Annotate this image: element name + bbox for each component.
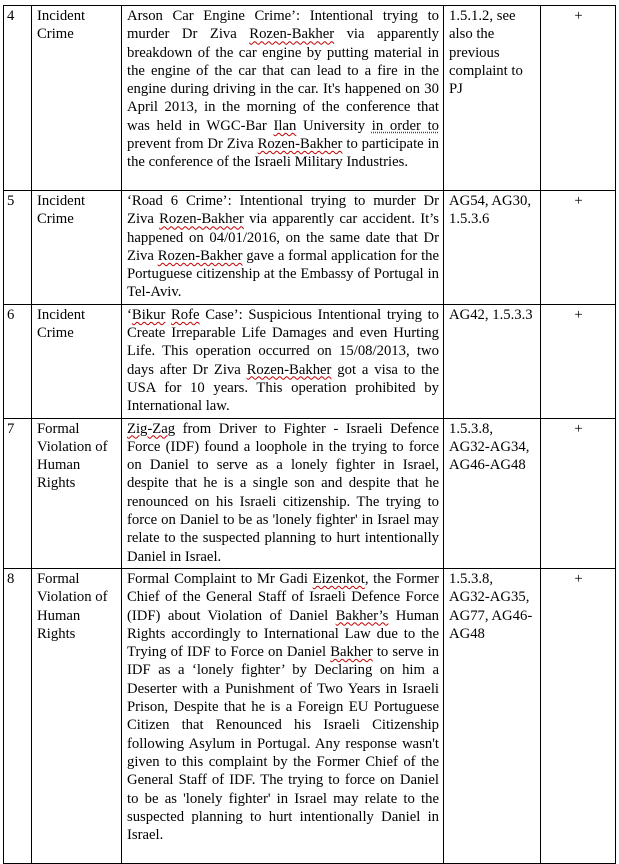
row-description: ‘Bikur Rofe Case’: Suspicious Intentional trying to Create Irreparable Life Damages and even Hurting Life. This operation occurred on 15/08/2013, two days after Dr Ziva Rozen-Bakher got a visa to the USA for 10 years. This operation prohibited by International law.: [122, 304, 444, 418]
table-row: [4, 568, 616, 863]
row-reference: 1.5.3.8, AG32-AG34, AG46-AG48: [444, 418, 541, 568]
row-number: 6: [4, 304, 32, 418]
row-number: 7: [4, 418, 32, 568]
row-reference: 1.5.1.2, see also the previous complaint to PJ: [444, 6, 541, 191]
row-description: Formal Complaint to Mr Gadi Eizenkot, the Former Chief of the General Staff of Israeli Defence Force (IDF) about Violation of Daniel Bakher’s Human Rights accordingly to International Law due to the Trying of IDF to Force on Daniel Bakher to serve in IDF as a ‘lonely fighter’ by Declaring on him a Deserter with a Punishment of Two Years in Israeli Prison, Despite that he is a Foreign EU Portuguese Citizen that Renounced his Israeli Citizenship following Asylum in Portugal. Any response wasn't given to this complaint by the Former Chief of the General Staff of IDF. The trying to force on Daniel to be as 'lonely fighter' in Israel may relate to the suspected planning to hurt intentionally Daniel in Israel.: [122, 568, 444, 863]
table-row: [4, 418, 616, 568]
row-type: Formal Violation of Human Rights: [32, 568, 122, 863]
row-description: ‘Road 6 Crime’: Intentional trying to murder Dr Ziva Rozen-Bakher via apparently car accident. It’s happened on 04/01/2016, on the same date that Dr Ziva Rozen-Bakher gave a formal application for the Portuguese citizenship at the Embassy of Portugal in Tel-Aviv.: [122, 191, 444, 305]
table-row: [4, 191, 616, 305]
table-row: [4, 6, 616, 191]
row-reference: AG42, 1.5.3.3: [444, 304, 541, 418]
row-number: 5: [4, 191, 32, 305]
row-type: Incident Crime: [32, 191, 122, 305]
row-mark: +: [541, 418, 616, 568]
row-mark: +: [541, 191, 616, 305]
row-description: Zig-Zag from Driver to Fighter - Israeli Defence Force (IDF) found a loophole in the trying to force on Daniel to serve as a lonely fighter in Israel, despite that he is a single son and despite that he renounced on his Israeli citizenship. The trying to force on Daniel to be as 'lonely fighter' in Israel may relate to the suspected planning to hurt intentionally Daniel in Israel.: [122, 418, 444, 568]
table-row: [4, 304, 616, 418]
row-type: Incident Crime: [32, 6, 122, 191]
row-number: 4: [4, 6, 32, 191]
row-number: 8: [4, 568, 32, 863]
complaints-table: [3, 5, 616, 864]
row-type: Incident Crime: [32, 304, 122, 418]
row-description: Arson Car Engine Crime’: Intentional trying to murder Dr Ziva Rozen-Bakher via apparently breakdown of the car engine by putting material in the engine of the car that can lead to a fire in the engine during driving in the car. It's happened on 30 April 2013, in the morning of the conference that was held in WGC-Bar Ilan University in order to prevent from Dr Ziva Rozen-Bakher to participate in the conference of the Israeli Military Industries.: [122, 6, 444, 191]
row-mark: +: [541, 568, 616, 863]
row-type: Formal Violation of Human Rights: [32, 418, 122, 568]
row-reference: 1.5.3.8, AG32-AG35, AG77, AG46-AG48: [444, 568, 541, 863]
row-mark: +: [541, 304, 616, 418]
row-mark: +: [541, 6, 616, 191]
row-reference: AG54, AG30, 1.5.3.6: [444, 191, 541, 305]
